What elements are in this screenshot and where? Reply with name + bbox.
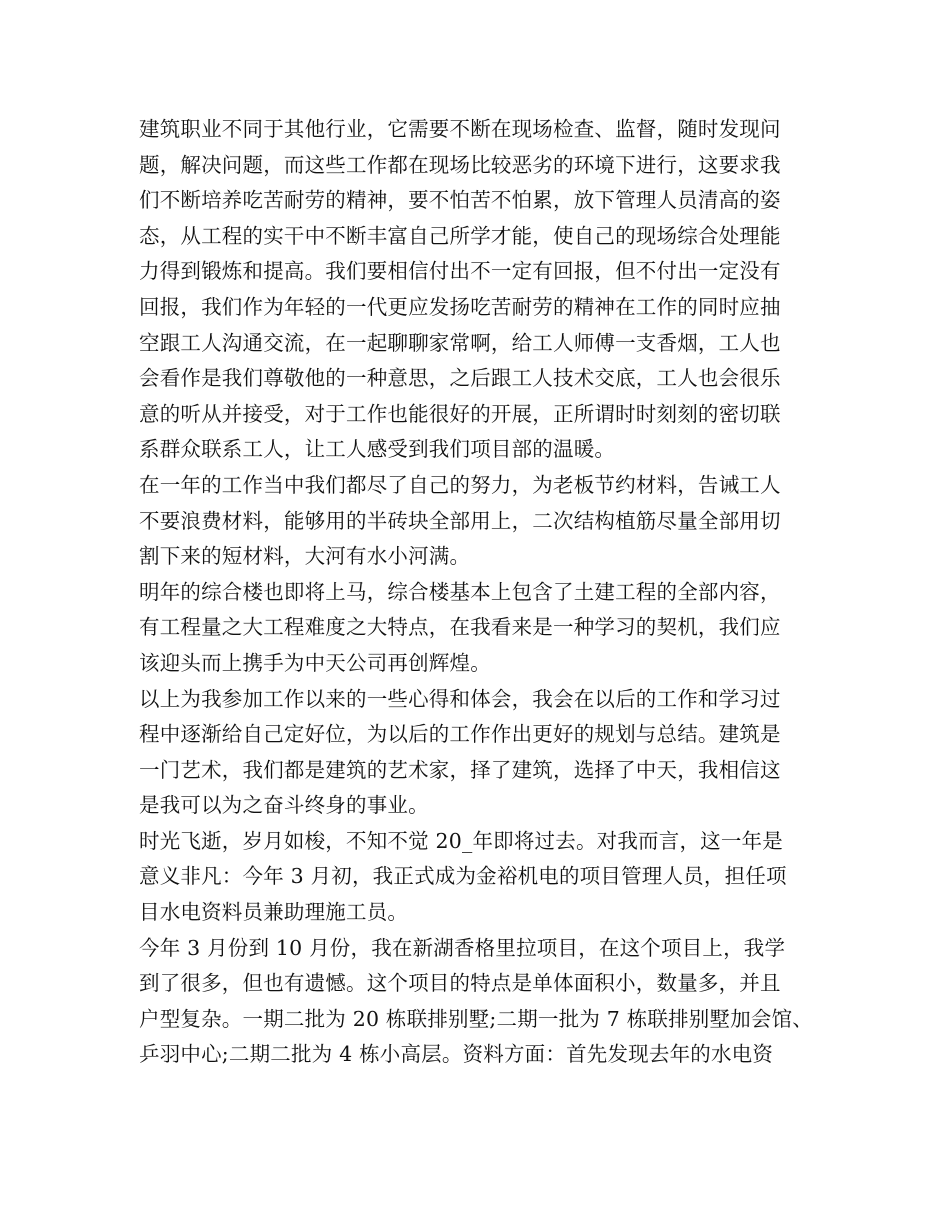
- text-line: 意义非凡：今年 3 月初，我正式成为金裕机电的项目管理人员，担任项: [139, 864, 787, 889]
- text-line: 户型复杂。一期二批为 20 栋联排别墅;二期一批为 7 栋联排别墅加会馆、: [139, 1006, 813, 1031]
- text-line: 力得到锻炼和提高。我们要相信付出不一定有回报，但不付出一定没有: [139, 259, 781, 284]
- text-line: 时光飞逝，岁月如梭，不知不觉 20_年即将过去。对我而言，这一年是: [139, 828, 783, 853]
- text-line: 题，解决问题，而这些工作都在现场比较恶劣的环境下进行，这要求我: [139, 152, 781, 177]
- text-line: 到了很多，但也有遗憾。这个项目的特点是单体面积小，数量多，并且: [139, 971, 781, 996]
- text-line: 建筑职业不同于其他行业，它需要不断在现场检查、监督，随时发现问: [139, 117, 781, 141]
- text-line: 今年 3 月份到 10 月份，我在新湖香格里拉项目，在这个项目上，我学: [139, 935, 786, 960]
- text-line: 意的听从并接受，对于工作也能很好的开展，正所谓时时刻刻的密切联: [139, 401, 781, 426]
- text-line: 回报，我们作为年轻的一代更应发扬吃苦耐劳的精神在工作的同时应抽: [139, 294, 781, 319]
- text-line: 该迎头而上携手为中天公司再创辉煌。: [139, 650, 491, 675]
- text-line: 是我可以为之奋斗终身的事业。: [139, 793, 429, 818]
- text-line: 以上为我参加工作以来的一些心得和体会，我会在以后的工作和学习过: [139, 686, 781, 711]
- text-line: 有工程量之大工程难度之大特点，在我看来是一种学习的契机，我们应: [139, 615, 781, 640]
- text-line: 割下来的短材料，大河有水小河满。: [139, 544, 471, 569]
- body-text: [139, 112, 829, 1073]
- text-line: 态，从工程的实干中不断丰富自己所学才能，使自己的现场综合处理能: [139, 223, 781, 248]
- text-line: 目水电资料员兼助理施工员。: [139, 900, 409, 925]
- text-line: 程中逐渐给自己定好位，为以后的工作作出更好的规划与总结。建筑是: [139, 722, 781, 747]
- text-line: 在一年的工作当中我们都尽了自己的努力，为老板节约材料，告诫工人: [139, 472, 781, 497]
- text-line: 系群众联系工人，让工人感受到我们项目部的温暖。: [139, 437, 616, 462]
- text-line: 不要浪费材料，能够用的半砖块全部用上，二次结构植筋尽量全部用切: [139, 508, 781, 533]
- text-line: 空跟工人沟通交流，在一起聊聊家常啊，给工人师傅一支香烟，工人也: [139, 330, 781, 355]
- text-line: 们不断培养吃苦耐劳的精神，要不怕苦不怕累，放下管理人员清高的姿: [139, 188, 781, 213]
- text-line: 会看作是我们尊敬他的一种意思，之后跟工人技术交底，工人也会很乐: [139, 366, 781, 391]
- text-line: 乒羽中心;二期二批为 4 栋小高层。资料方面：首先发现去年的水电资: [139, 1042, 774, 1067]
- text-line: 明年的综合楼也即将上马，综合楼基本上包含了土建工程的全部内容，: [139, 579, 781, 604]
- text-line: 一门艺术，我们都是建筑的艺术家，择了建筑，选择了中天，我相信这: [139, 757, 781, 782]
